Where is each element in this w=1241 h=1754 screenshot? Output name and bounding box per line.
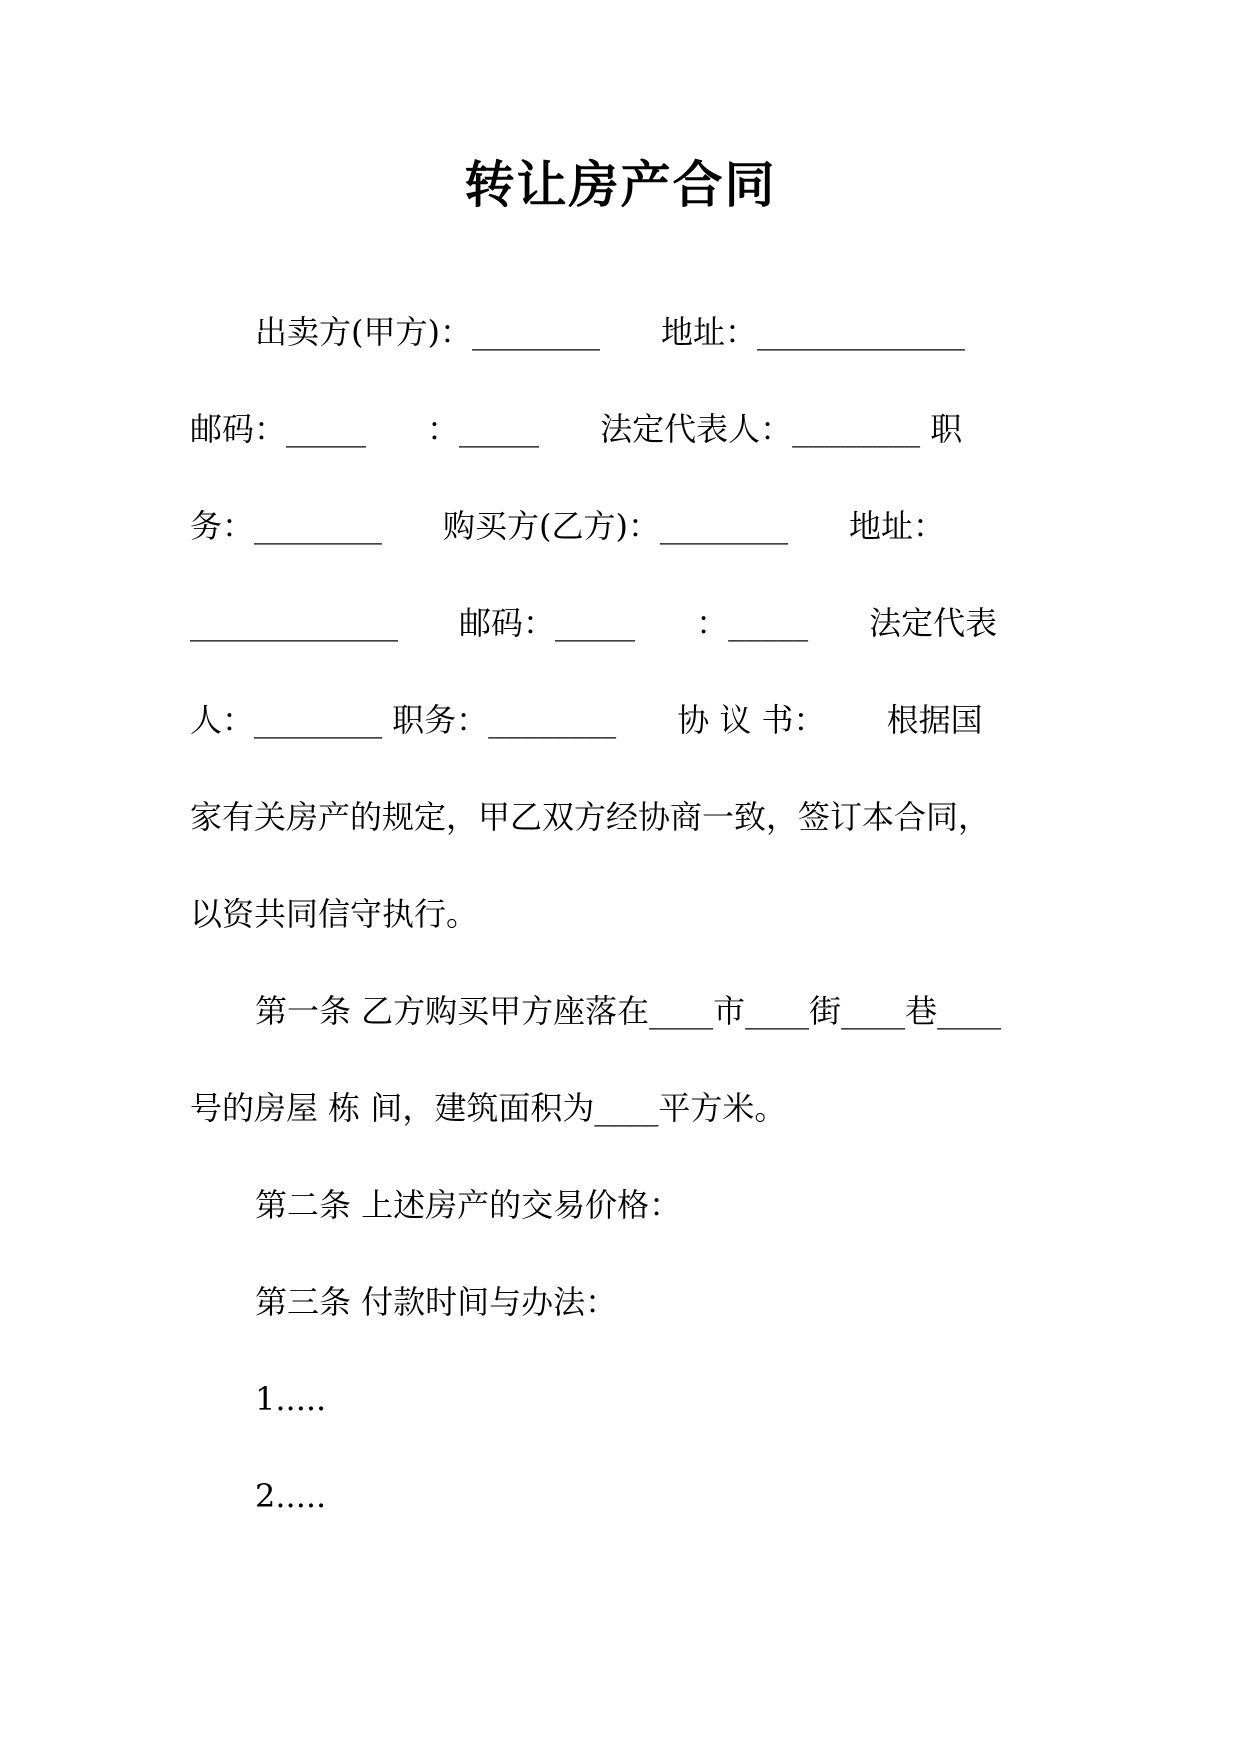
document-title: 转让房产合同 [464, 155, 777, 214]
text-line-4: _____________ 邮码：_____ ：_____ 法定代表 [190, 604, 998, 642]
text-line-7: 以资共同信守执行。 [190, 895, 479, 933]
text-line-12: 1..... [255, 1380, 327, 1418]
text-line-8: 第一条 乙方购买甲方座落在____市____街____巷____ [255, 992, 1002, 1030]
text-line-10: 第二条 上述房产的交易价格： [255, 1186, 682, 1224]
text-line-1: 出卖方(甲方)：________ 地址：_____________ [255, 313, 966, 351]
text-line-6: 家有关房产的规定，甲乙双方经协商一致，签订本合同， [190, 798, 991, 836]
text-line-3: 务：________ 购买方(乙方)：________ 地址： [190, 507, 946, 545]
text-line-5: 人：________ 职务：________ 协 议 书： 根据国 [190, 701, 983, 739]
text-line-9: 号的房屋 栋 间，建筑面积为____平方米。 [190, 1089, 787, 1127]
text-line-11: 第三条 付款时间与办法： [255, 1283, 618, 1321]
text-line-2: 邮码：_____ ：_____ 法定代表人：________ 职 [190, 410, 963, 448]
text-line-13: 2..... [255, 1477, 327, 1515]
